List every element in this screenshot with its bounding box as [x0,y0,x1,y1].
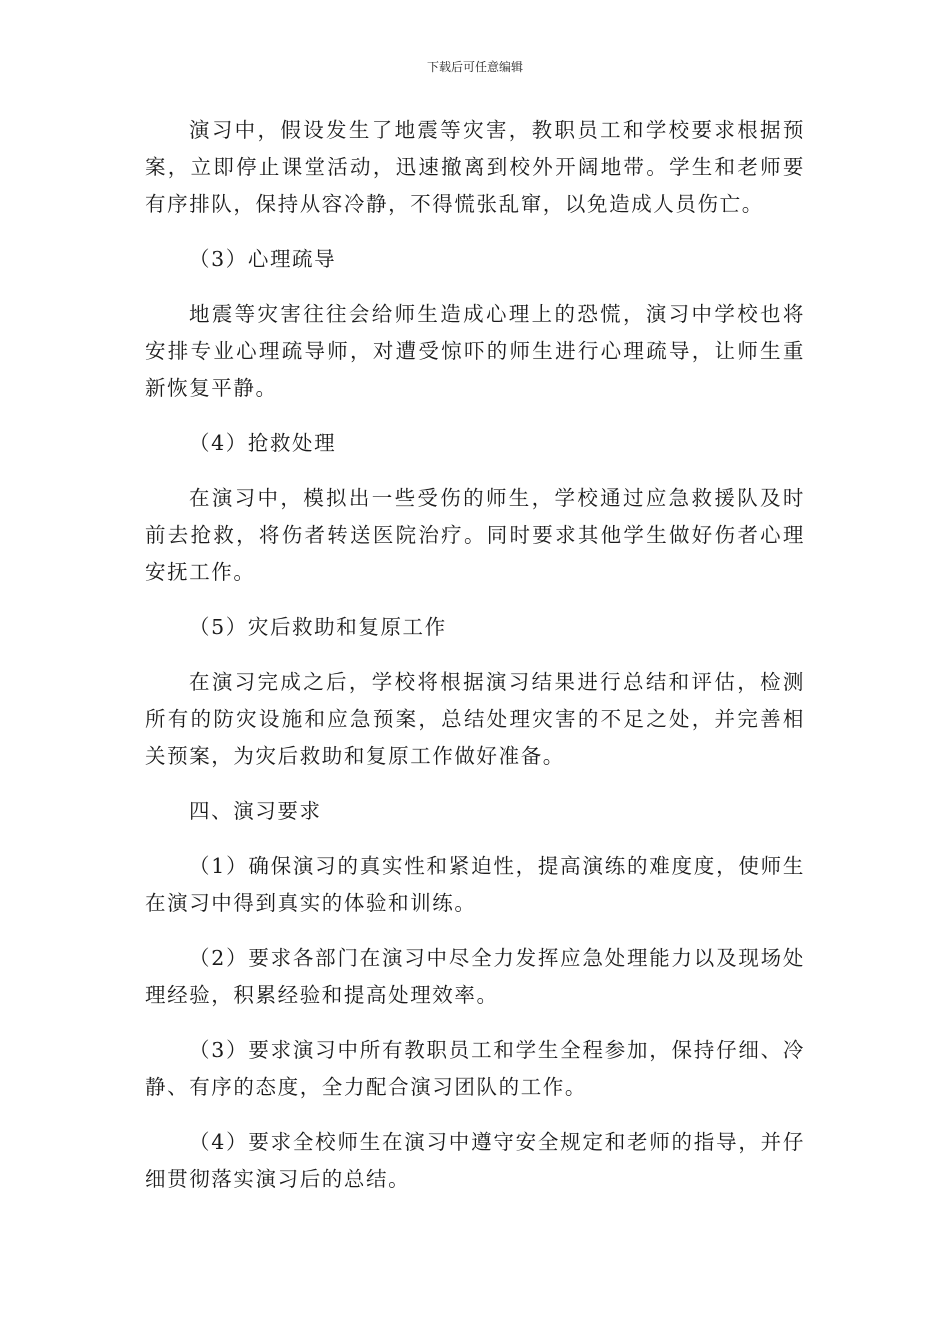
paragraph-evacuation: 演习中，假设发生了地震等灾害，教职员工和学校要求根据预案，立即停止课堂活动，迅速撤离到校外开阔地带。学生和老师要有序排队，保持从容冷静，不得慌张乱窜，以免造成人员伤亡。 [145,118,805,216]
requirement-item-2: （2）要求各部门在演习中尽全力发挥应急处理能力以及现场处理经验，积累经验和提高处理效率。 [145,946,805,1007]
paragraph-psychological-counseling: 地震等灾害往往会给师生造成心理上的恐慌，演习中学校也将安排专业心理疏导师，对遭受惊吓的师生进行心理疏导，让师生重新恢复平静。 [145,302,805,400]
heading-post-disaster-recovery: （5）灾后救助和复原工作 [189,615,447,639]
document-body [145,112,805,1198]
paragraph-post-disaster-recovery: 在演习完成之后，学校将根据演习结果进行总结和评估，检测所有的防灾设施和应急预案，总结处理灾害的不足之处，并完善相关预案，为灾后救助和复原工作做好准备。 [145,670,805,768]
heading-psychological-counseling: （3）心理疏导 [189,247,337,271]
heading-drill-requirements: 四、演习要求 [189,799,322,823]
requirement-item-1: （1）确保演习的真实性和紧迫性，提高演练的难度度，使师生在演习中得到真实的体验和训练。 [145,854,805,915]
heading-rescue: （4）抢救处理 [189,431,337,455]
paragraph-rescue: 在演习中，模拟出一些受伤的师生，学校通过应急救援队及时前去抢救，将伤者转送医院治疗。同时要求其他学生做好伤者心理安抚工作。 [145,486,805,584]
requirement-item-3: （3）要求演习中所有教职员工和学生全程参加，保持仔细、冷静、有序的态度，全力配合演习团队的工作。 [145,1038,805,1099]
requirement-item-4: （4）要求全校师生在演习中遵守安全规定和老师的指导，并仔细贯彻落实演习后的总结。 [145,1130,805,1191]
download-editable-note: 下载后可任意编辑 [426,60,523,74]
